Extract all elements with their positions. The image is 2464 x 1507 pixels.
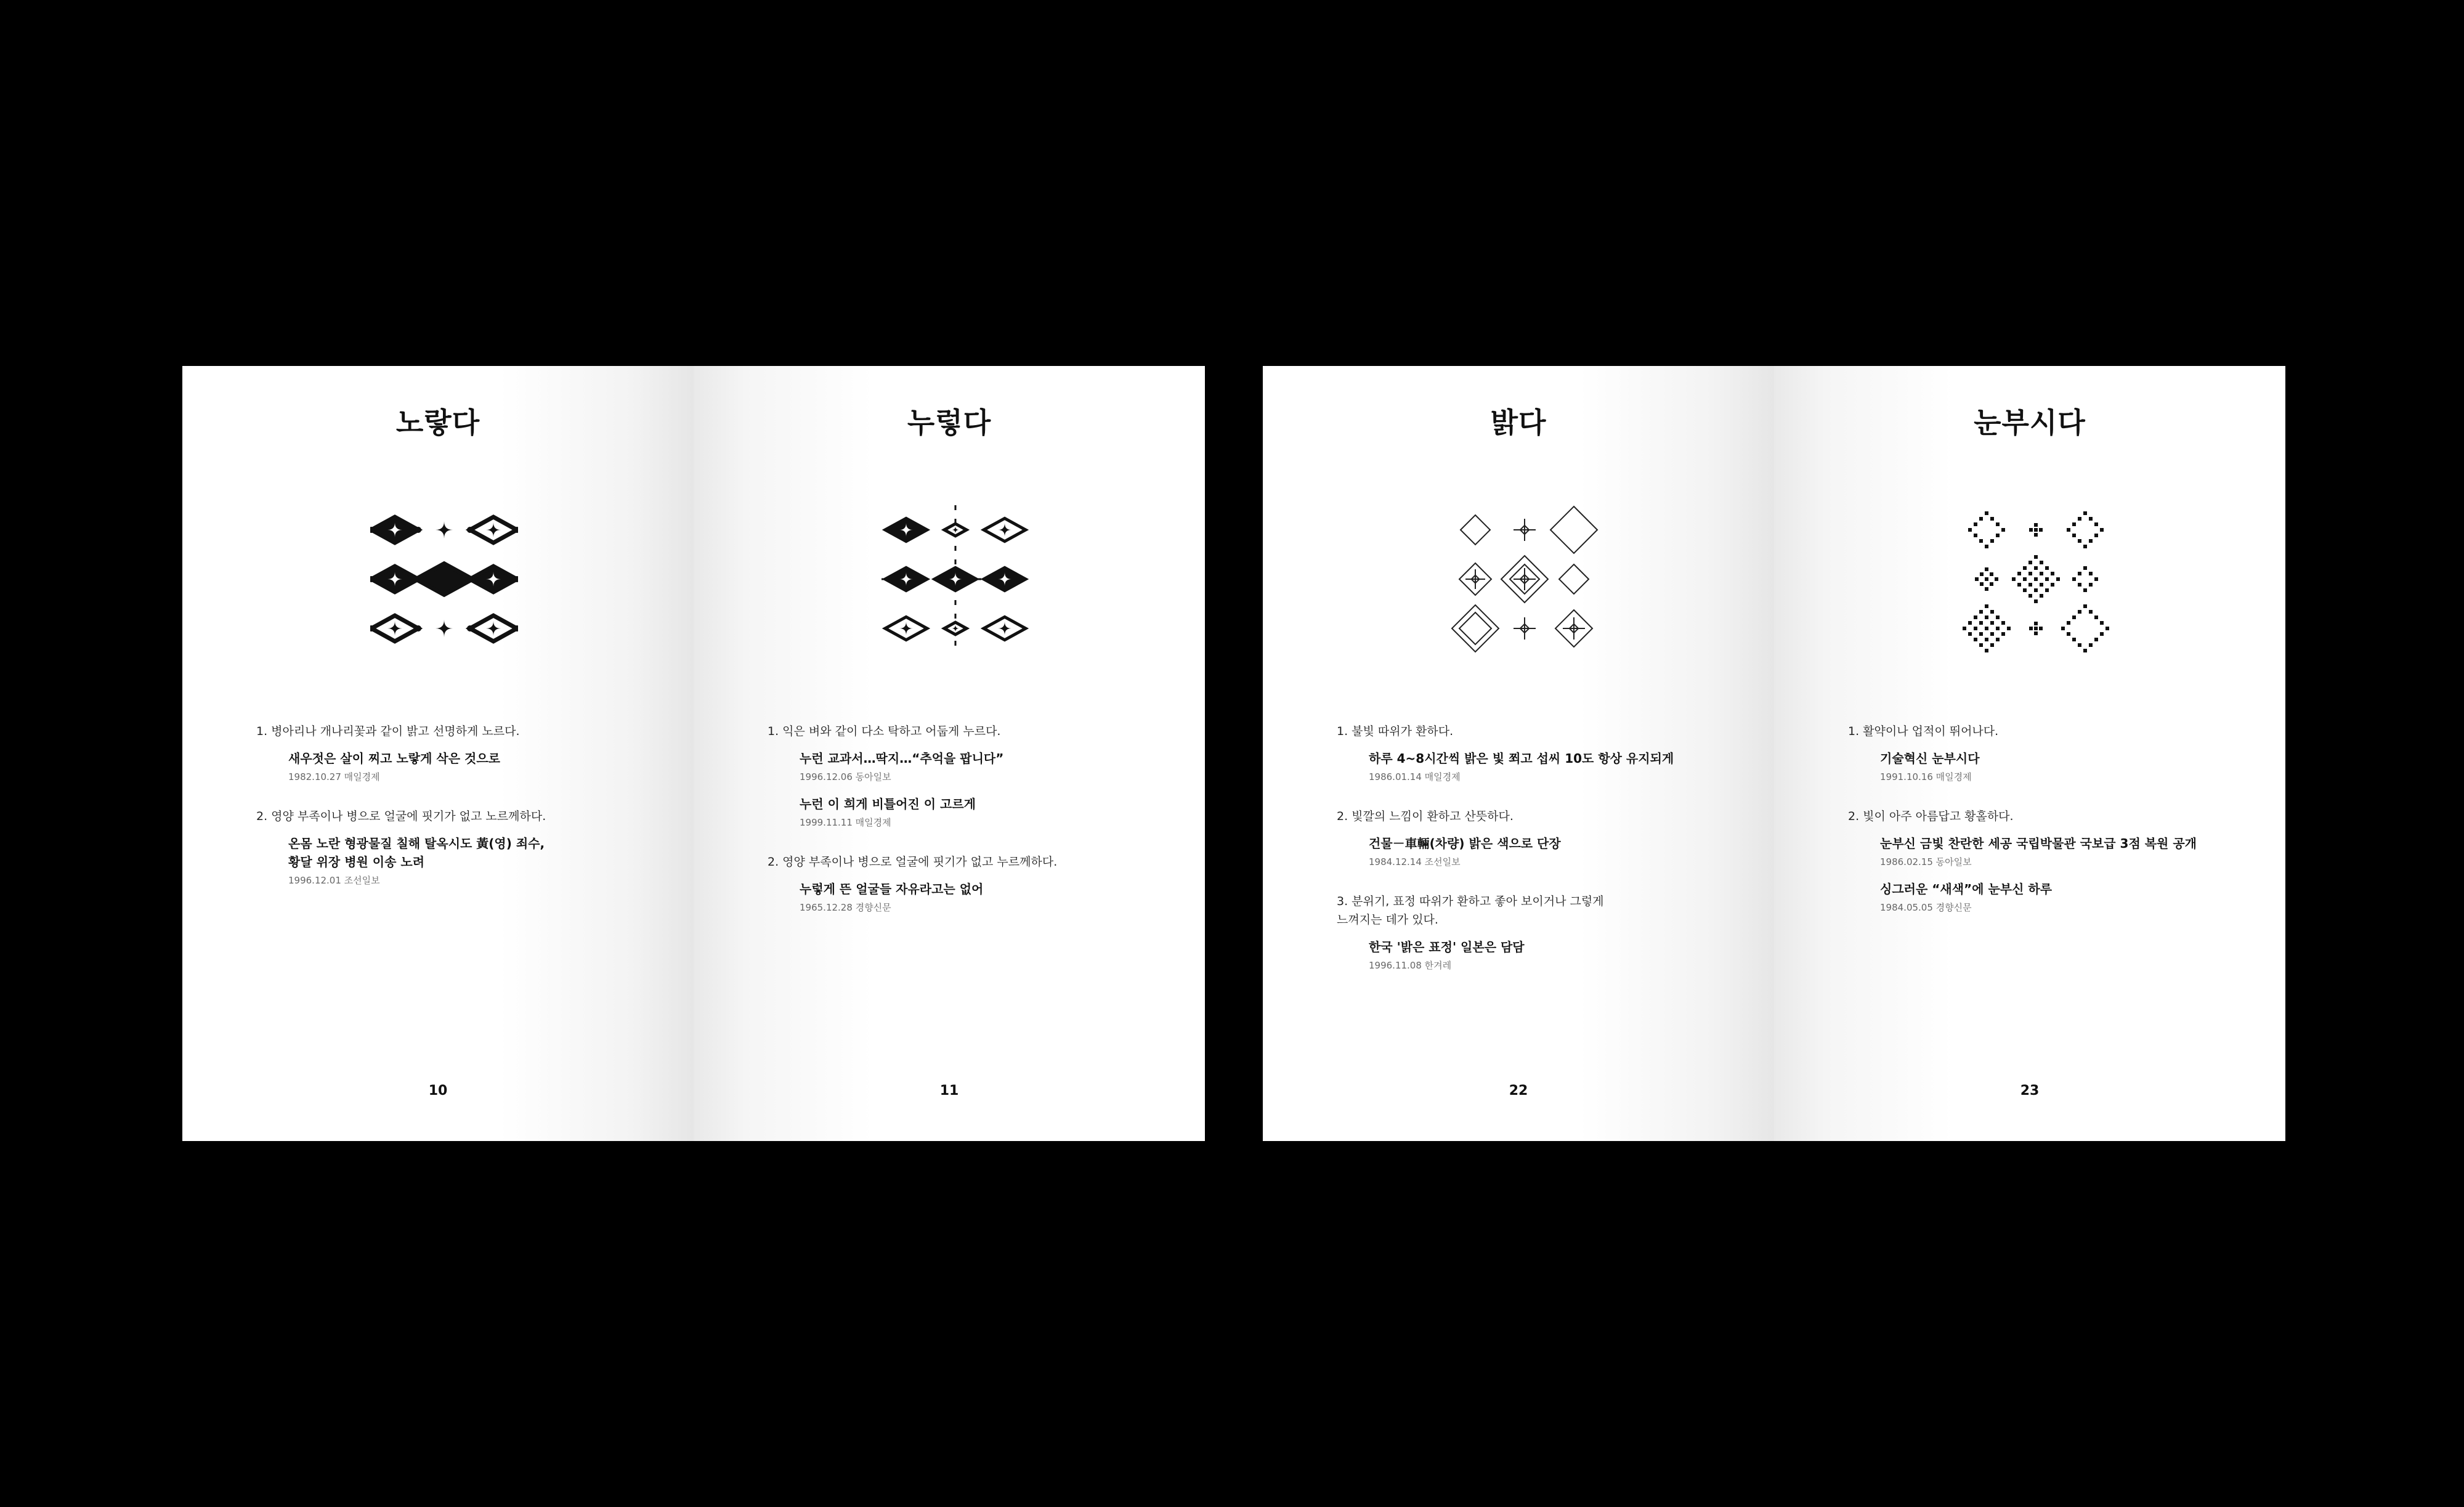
page-11	[694, 366, 1205, 1141]
page-22	[1263, 366, 1774, 1141]
example-source: 1991.10.16 매일경제	[1880, 771, 1972, 782]
example	[800, 795, 1162, 829]
diamond-dotted-pattern-icon	[1962, 505, 2110, 653]
example-headline: 누런 교과서…딱지…“추억을 팝니다”	[800, 751, 1004, 766]
page-10	[182, 366, 694, 1141]
definition-text: 3. 분위기, 표정 따위가 환하고 좋아 보이거나 그렇게 느껴지는 데가 있다.	[1337, 895, 1604, 927]
definition-item	[1337, 892, 1731, 972]
page-title: 누렇다	[907, 406, 992, 439]
example	[1369, 749, 1731, 784]
example	[1880, 880, 2242, 914]
definition-item	[1337, 722, 1731, 784]
book-spread-2	[1263, 366, 2285, 1141]
definition-text: 2. 영양 부족이나 병으로 얼굴에 핏기가 없고 누르께하다.	[768, 855, 1058, 869]
example-headline: 온몸 노란 형광물질 칠해 탈옥시도 黃(영) 죄수, 황달 위장 병원 이송 노려	[288, 836, 545, 869]
example-source: 1984.12.14 조선일보	[1369, 856, 1461, 867]
dashed-ornament-pattern-icon	[881, 505, 1029, 653]
example-headline: 한국 '밝은 표정' 일본은 담담	[1369, 940, 1525, 954]
definition-text: 2. 영양 부족이나 병으로 얼굴에 핏기가 없고 노르께하다.	[256, 810, 546, 823]
example-source: 1982.10.27 매일경제	[288, 771, 380, 782]
page-23	[1774, 366, 2285, 1141]
example-source: 1986.01.14 매일경제	[1369, 771, 1461, 782]
definition-list	[1848, 722, 2242, 938]
example-source: 1996.12.06 동아일보	[800, 771, 891, 782]
definition-text: 2. 빛깔의 느낌이 환하고 산뜻하다.	[1337, 810, 1514, 823]
example-source: 1984.05.05 경향신문	[1880, 902, 1972, 913]
example	[288, 749, 650, 784]
example-source: 1986.02.15 동아일보	[1880, 856, 1972, 867]
page-number: 11	[939, 1083, 959, 1099]
example-source: 1996.12.01 조선일보	[288, 875, 380, 886]
diamond-outline-pattern-icon	[1451, 505, 1599, 653]
example	[800, 749, 1162, 784]
definition-item	[1848, 722, 2242, 784]
definition-item	[768, 853, 1162, 914]
page-number: 10	[428, 1083, 448, 1099]
example	[288, 834, 650, 887]
definition-text: 1. 활약이나 업적이 뛰어나다.	[1848, 725, 1999, 738]
example-headline: 눈부신 금빛 찬란한 세공 국립박물관 국보급 3점 복원 공개	[1880, 836, 2197, 851]
page-title: 눈부시다	[1974, 406, 2086, 439]
example-headline: 새우젓은 살이 찌고 노랗게 삭은 것으로	[288, 751, 500, 766]
page-title: 밝다	[1490, 406, 1547, 439]
example-headline: 기술혁신 눈부시다	[1880, 751, 1980, 766]
example-source: 1965.12.28 경향신문	[800, 902, 891, 913]
definition-item	[1337, 807, 1731, 869]
definition-list	[256, 722, 650, 911]
definition-list	[1337, 722, 1731, 996]
definition-item	[1848, 807, 2242, 914]
example-headline: 누렇게 뜬 얼굴들 자유라고는 없어	[800, 882, 984, 896]
page-number: 22	[1509, 1083, 1528, 1099]
definition-text: 2. 빛이 아주 아름답고 황홀하다.	[1848, 810, 2014, 823]
page-title: 노랗다	[395, 406, 480, 439]
definition-item	[256, 807, 650, 887]
ornament-pattern-icon	[370, 505, 518, 653]
example	[1369, 938, 1731, 972]
example-headline: 싱그러운 “새색”에 눈부신 하루	[1880, 882, 2053, 896]
page-number: 23	[2020, 1083, 2040, 1099]
definition-list	[768, 722, 1162, 938]
example-headline: 누런 이 희게 비틀어진 이 고르게	[800, 797, 976, 811]
definition-text: 1. 병아리나 개나리꽃과 같이 밝고 선명하게 노르다.	[256, 725, 520, 738]
definition-item	[256, 722, 650, 784]
example-source: 1996.11.08 한겨레	[1369, 960, 1452, 971]
example-headline: 건물－車輛(차량) 밝은 색으로 단장	[1369, 836, 1561, 851]
example	[1880, 749, 2242, 784]
example	[1880, 834, 2242, 869]
book-spread-1	[182, 366, 1205, 1141]
example	[1369, 834, 1731, 869]
definition-text: 1. 익은 벼와 같이 다소 탁하고 어둡게 누르다.	[768, 725, 1001, 738]
definition-text: 1. 불빛 따위가 환하다.	[1337, 725, 1454, 738]
definition-item	[768, 722, 1162, 829]
example-source: 1999.11.11 매일경제	[800, 817, 891, 828]
example	[800, 880, 1162, 914]
example-headline: 하루 4~8시간씩 밝은 빛 쬐고 섭씨 10도 항상 유지되게	[1369, 751, 1674, 766]
